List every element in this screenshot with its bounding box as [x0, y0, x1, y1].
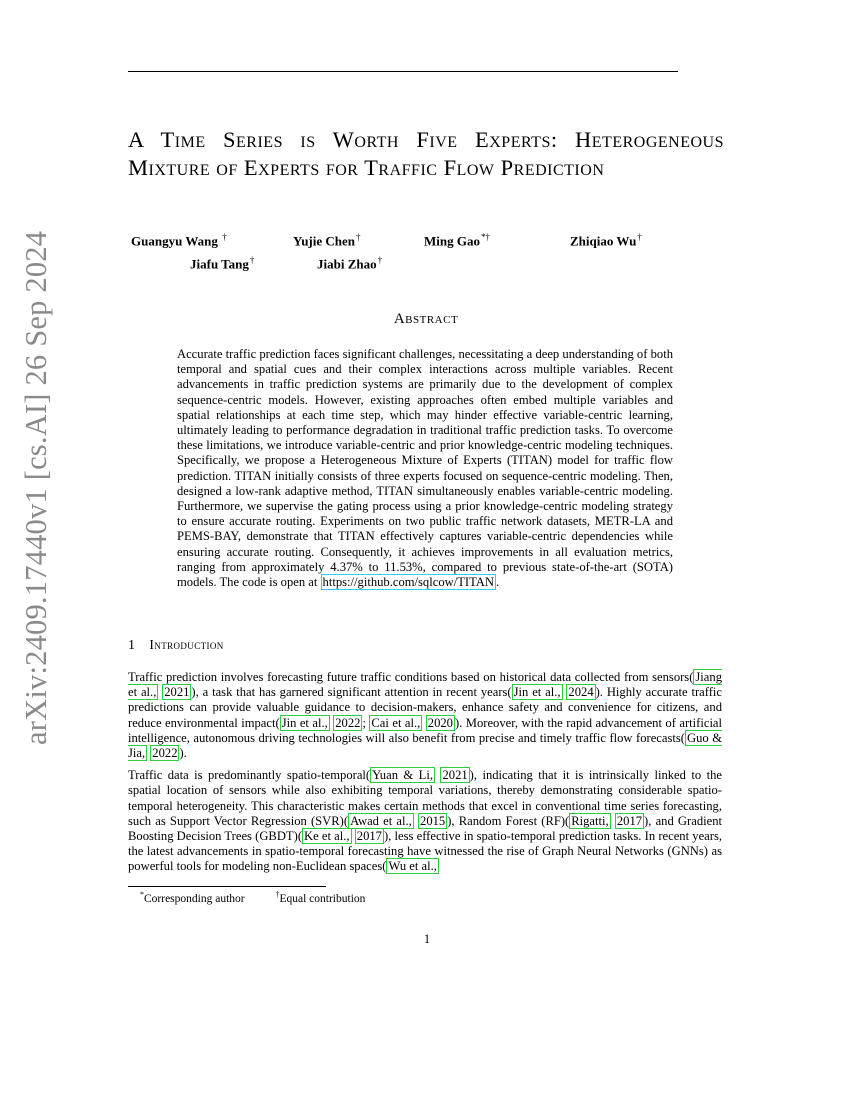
- footnotes: [140, 890, 393, 905]
- footnote-rule: [128, 886, 326, 887]
- author-name: Zhiqiao Wu†: [570, 232, 642, 249]
- paragraph: Traffic prediction involves forecasting future traffic conditions based on historical data collected from sensors( Jiang et al., 2021 ), a task that has garnered significant attention in recent years( Jin et al., 2024 ). Highly accurate traffic predictions can provide valuable guidance to decision-makers, enhance safety and convenience for citizens, and reduce environmental impact( Jin et al., 2022 ; Cai et al., 2020 ). Moreover, with the rapid advancement of artificial intelligence, autonomous driving technologies will also benefit from precise and timely traffic flow forecasts( Guo & Jia, 2022 ).: [128, 670, 723, 761]
- arxiv-identifier-stamp: arXiv:2409.17440v1 [cs.AI] 26 Sep 2024: [19, 230, 53, 745]
- citation-link[interactable]: Rigatti,: [571, 813, 609, 828]
- citation-link[interactable]: Yuan & Li,: [372, 768, 434, 783]
- citation-link[interactable]: Ke et al.,: [304, 829, 350, 844]
- footnote-corresponding-author: *Corresponding author: [140, 890, 245, 905]
- citation-link[interactable]: 2024: [568, 685, 594, 700]
- citation-link[interactable]: Guo & Jia,: [128, 730, 722, 761]
- section-heading-introduction: [128, 637, 224, 654]
- citation-link[interactable]: 2021: [164, 685, 190, 700]
- section-number: 1: [128, 638, 136, 653]
- citation-link[interactable]: 2022: [152, 746, 178, 761]
- author-name: Jiabi Zhao†: [317, 255, 383, 272]
- citation-link[interactable]: 2017: [616, 813, 643, 828]
- author-name: Guangyu Wang †: [131, 232, 227, 249]
- citation-link[interactable]: Cai et al.,: [371, 715, 421, 730]
- abstract-body: Accurate traffic prediction faces significant challenges, necessitating a deep understanding of both temporal and spatial cues and their complex interactions across multiple variables. Recent advancements in traffic prediction systems are primarily due to the development of complex sequence-centric models. However, existing approaches often embed multiple variables and spatial relationships at each time step, which may hinder effective variable-centric learning, ultimately leading to performance degradation in traditional traffic prediction tasks. To overcome these limitations, we introduce variable-centric and prior knowledge-centric modeling techniques. Specifically, we propose a Heterogeneous Mixture of Experts (TITAN) model for traffic flow prediction. TITAN initially consists of three experts focused on sequence-centric modeling. Then, designed a low-rank adaptive method, TITAN simultaneously enables variable-centric modeling. Furthermore, we supervise the gating process using a prior knowledge-centric modeling strategy to ensure accurate routing. Experiments on two public traffic network datasets, METR-LA and PEMS-BAY, demonstrate that TITAN effectively captures variable-centric dependencies while ensuring accurate routing. Consequently, it achieves improvements in all evaluation metrics, ranging from approximately 4.37% to 11.53%, compared to previous state-of-the-art (SOTA) models. The code is open at https://github.com/sqlcow/TITAN .: [177, 347, 673, 590]
- author-name: Ming Gao*†: [424, 232, 490, 249]
- section-title: Introduction: [149, 637, 224, 652]
- code-repository-link[interactable]: https://github.com/sqlcow/TITAN: [322, 575, 494, 590]
- citation-link[interactable]: 2017: [356, 829, 382, 844]
- citation-link[interactable]: 2020: [427, 715, 453, 730]
- paragraph: Traffic data is predominantly spatio-temporal( Yuan & Li, 2021 ), indicating that it is intrinsically linked to the spatial location of sensors while also exhibiting temporal variations, thereby demonstrating considerable spatio-temporal heterogeneity. This characteristic makes certain methods that excel in conventional time series forecasting, such as Support Vector Regression (SVR)( Awad et al., 2015 ), Random Forest (RF)( Rigatti, 2017 ), and Gradient Boosting Decision Trees (GBDT)( Ke et al., 2017 ), less effective in spatio-temporal prediction tasks. In recent years, the latest advancements in spatio-temporal forecasting have witnessed the rise of Graph Neural Networks (GNNs) as powerful tools for modeling non-Euclidean spaces( Wu et al.,: [128, 768, 722, 874]
- citation-link[interactable]: Awad et al.,: [350, 813, 412, 828]
- citation-link[interactable]: Wu et al.,: [388, 859, 437, 874]
- citation-link[interactable]: Jin et al.,: [281, 715, 328, 730]
- citation-link[interactable]: Jin et al.,: [513, 685, 561, 700]
- citation-link[interactable]: 2021: [442, 768, 468, 783]
- paper-title: A Time Series is Worth Five Experts: Heterogeneous Mixture of Experts for Traffic Flow Prediction: [128, 127, 724, 180]
- page-number: 1: [423, 932, 431, 946]
- citation-link[interactable]: 2022: [335, 715, 361, 730]
- footnote-equal-contribution: †Equal contribution: [275, 890, 366, 905]
- author-name: Yujie Chen†: [293, 232, 361, 249]
- top-rule: [128, 71, 678, 72]
- citation-link[interactable]: 2015: [420, 813, 446, 828]
- abstract-heading: Abstract: [393, 311, 459, 327]
- author-name: Jiafu Tang†: [190, 255, 255, 272]
- citation-link[interactable]: Jiang et al.,: [128, 670, 722, 700]
- introduction-body: [128, 670, 722, 882]
